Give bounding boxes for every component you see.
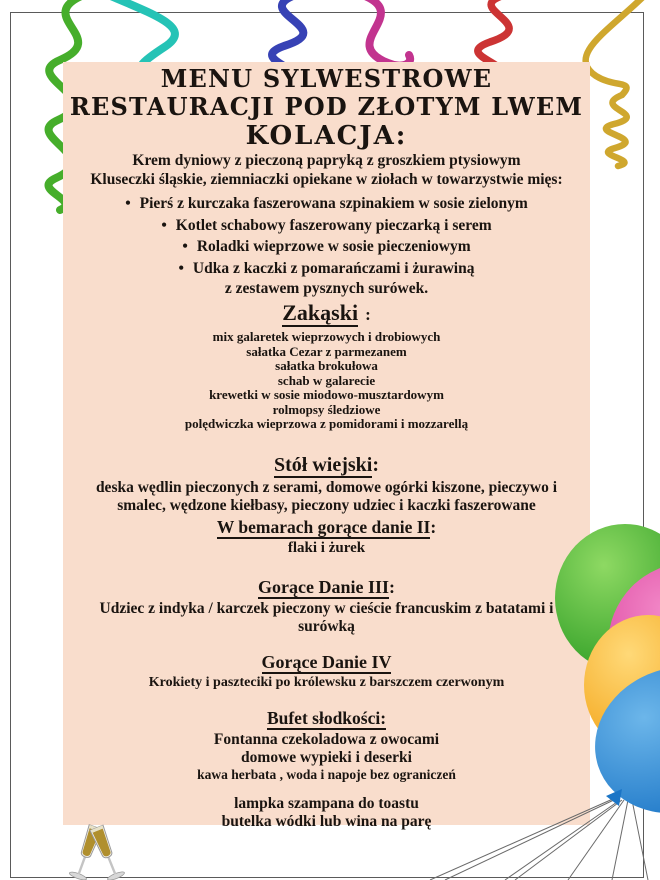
menu-title-line-2: RESTAURACJI POD ZŁOTYM LWEM	[69, 92, 584, 121]
sweet-buffet-item: Fontanna czekoladowa z owocami	[213, 730, 440, 748]
champagne-glasses-icon	[30, 798, 160, 880]
appetizer-item: krewetki w sosie miodowo-musztardowym	[209, 387, 444, 402]
section-heading-appetizers: Zakąski :	[282, 300, 371, 325]
bullet-icon: •	[125, 195, 131, 212]
section-heading-hot-dish-4: Gorące Danie IV	[261, 651, 392, 672]
bullet-icon: •	[182, 238, 188, 255]
drinks-line: lampka szampana do toastu	[234, 794, 419, 812]
appetizer-item: mix galaretek wieprzowych i drobiowych	[212, 329, 441, 344]
gold-streamer-icon	[586, 0, 646, 166]
appetizer-item: rolmopsy śledziowe	[272, 401, 381, 417]
balloons-decoration	[380, 500, 660, 880]
sweet-buffet-item: domowe wypieki i deserki	[241, 748, 412, 766]
section-heading-hot-dish-2: W bemarach gorące danie II:	[216, 516, 437, 537]
bullet-icon: •	[161, 216, 167, 234]
blue-balloon-knot	[606, 789, 622, 806]
sweet-buffet-item: kawa herbata , woda i napoje bez ograniczeń	[197, 766, 456, 782]
section-heading-sweet-buffet: Bufet słodkości:	[266, 707, 387, 728]
intro-line: Krem dyniowy z pieczoną papryką z groszkiem ptysiowym	[132, 152, 521, 169]
hot-dish-2-description: flaki i żurek	[287, 539, 366, 556]
main-course-item: • Roladki wieprzowe w sosie pieczeniowym	[182, 238, 471, 255]
main-course-item: • Udka z kaczki z pomarańczami i żurawiną	[178, 259, 475, 277]
main-course-item: • Pierś z kurczaka faszerowana szpinakiem w sosie zielonym	[125, 195, 528, 212]
section-heading-hot-dish-3: Gorące Danie III:	[258, 576, 395, 597]
main-courses-note: z zestawem pysznych surówek.	[224, 280, 429, 297]
bullet-icon: •	[178, 259, 184, 277]
menu-title-line-1: MENU SYLWESTROWE	[160, 64, 493, 93]
menu-title-line-3: KOLACJA:	[245, 121, 408, 151]
champagne-flute-right	[88, 824, 125, 880]
appetizer-item: sałatka brokułowa	[275, 358, 378, 373]
country-table-description: deska wędlin pieczonych z serami, domowe ogórki kiszone, pieczywo i smalec, wędzone kiełbasy, pieczony udziec i kaczki faszerowane	[95, 478, 558, 514]
appetizer-item: polędwiczka wieprzowa z pomidorami i mozzarellą	[184, 416, 469, 431]
balloon-strings	[430, 798, 648, 880]
main-course-item: • Kotlet schabowy faszerowany pieczarką i serem	[161, 216, 492, 234]
hot-dish-3-description: Udziec z indyka / karczek pieczony w cieście francuskim z batatami i surówką	[99, 599, 554, 635]
intro-line: Kluseczki śląskie, ziemniaczki opiekane w ziołach w towarzystwie mięs:	[90, 171, 563, 188]
magenta-streamer-icon	[360, 0, 410, 66]
drinks-line: butelka wódki lub wina na parę	[221, 812, 432, 830]
hot-dish-4-description: Krokiety i paszteciki po królewsku z barszczem czerwonym	[148, 674, 505, 690]
appetizer-item: schab w galarecie	[277, 372, 376, 388]
section-heading-country-table: Stół wiejski:	[273, 453, 379, 476]
appetizer-item: sałatka Cezar z parmezanem	[246, 343, 407, 359]
